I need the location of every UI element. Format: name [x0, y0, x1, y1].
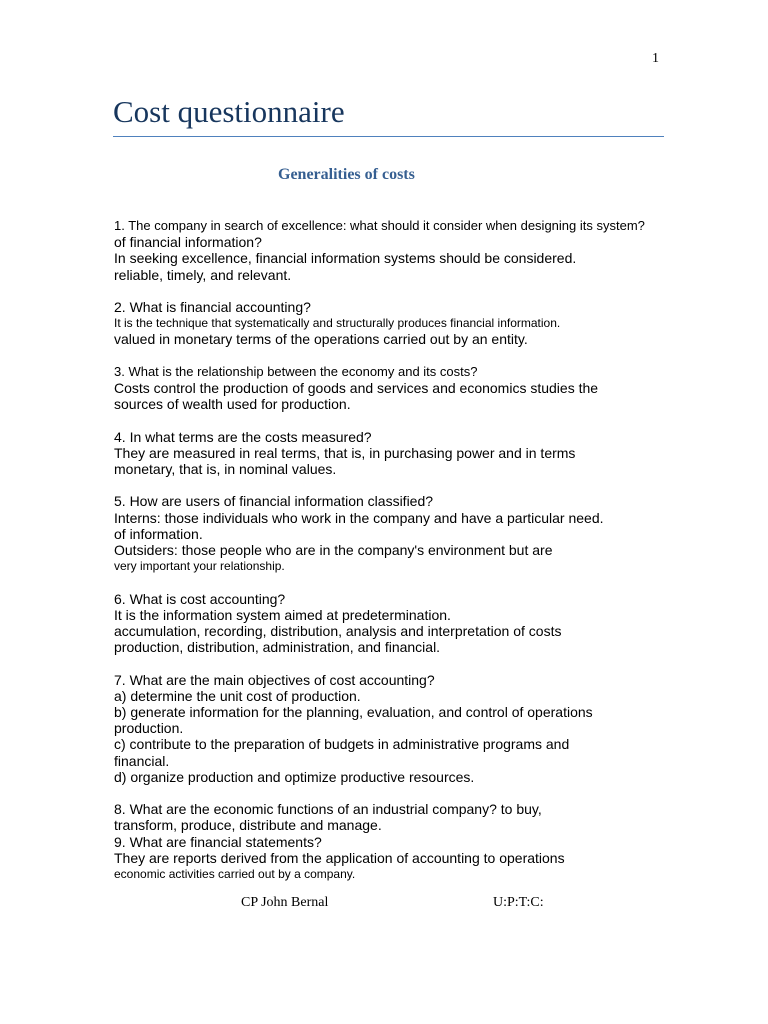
answer-text: It is the information system aimed at predetermination.	[114, 606, 451, 623]
answer-text: Outsiders: those people who are in the company's environment but are	[114, 542, 553, 558]
questionnaire-body	[114, 218, 674, 882]
answer-text: d) organize production and optimize productive resources.	[114, 768, 475, 785]
page-number: 1	[652, 51, 659, 66]
answer-text: financial.	[114, 752, 170, 769]
question-text: 8. What are the economic functions of an industrial company? to buy,	[114, 801, 542, 818]
answer-text: reliable, timely, and relevant.	[114, 266, 292, 283]
answer-text: transform, produce, distribute and manage.	[114, 817, 382, 834]
answer-text: monetary, that is, in nominal values.	[114, 461, 337, 477]
question-block-5	[114, 493, 674, 574]
answer-text: Interns: those individuals who work in the company and have a particular need.	[114, 509, 604, 526]
answer-text: production.	[114, 720, 184, 737]
answer-text: a) determine the unit cost of production.	[114, 687, 361, 704]
question-block-4	[114, 429, 674, 478]
question-text: of financial information?	[114, 234, 262, 251]
question-block-8	[114, 801, 674, 833]
question-text: 6. What is cost accounting?	[114, 590, 286, 607]
question-block-1	[114, 218, 674, 283]
question-text: 2. What is financial accounting?	[114, 299, 311, 315]
answer-text: In seeking excellence, financial information systems should be considered.	[114, 250, 577, 267]
question-text: 5. How are users of financial information classified?	[114, 493, 434, 510]
question-text: 4. In what terms are the costs measured?	[114, 428, 372, 445]
question-block-6	[114, 591, 674, 656]
answer-text: They are measured in real terms, that is, in purchasing power and in terms	[114, 444, 576, 461]
answer-text: b) generate information for the planning, evaluation, and control of operations	[114, 704, 593, 720]
answer-text: Costs control the production of goods and services and economics studies the	[114, 380, 599, 396]
footer-author: CP John Bernal	[241, 895, 329, 910]
question-text: 3. What is the relationship between the economy and its costs?	[114, 363, 478, 379]
answer-text: of information.	[114, 525, 203, 542]
answer-text: valued in monetary terms of the operations carried out by an entity.	[114, 331, 528, 348]
footer-organization: U:P:T:C:	[493, 895, 544, 910]
question-text: 1. The company in search of excellence: what should it consider when designing its system?	[114, 218, 645, 233]
title-underline-rule	[113, 136, 664, 137]
answer-text: production, distribution, administration, and financial.	[114, 639, 441, 656]
question-block-3	[114, 364, 674, 413]
question-block-2	[114, 299, 674, 348]
answer-text: They are reports derived from the application of accounting to operations	[114, 849, 565, 866]
answer-text: accumulation, recording, distribution, analysis and interpretation of costs	[114, 623, 562, 639]
answer-text: sources of wealth used for production.	[114, 396, 351, 413]
question-block-9	[114, 834, 674, 883]
answer-text: economic activities carried out by a company.	[114, 867, 356, 882]
answer-text: c) contribute to the preparation of budgets in administrative programs and	[114, 736, 570, 753]
document-title: Cost questionnaire	[113, 94, 345, 129]
answer-text: very important your relationship.	[114, 559, 285, 574]
question-text: 9. What are financial statements?	[114, 833, 322, 850]
answer-text: It is the technique that systematically and structurally produces financial information.	[114, 316, 561, 331]
question-block-7	[114, 672, 674, 785]
section-subtitle: Generalities of costs	[278, 166, 415, 183]
question-text: 7. What are the main objectives of cost accounting?	[114, 671, 435, 688]
